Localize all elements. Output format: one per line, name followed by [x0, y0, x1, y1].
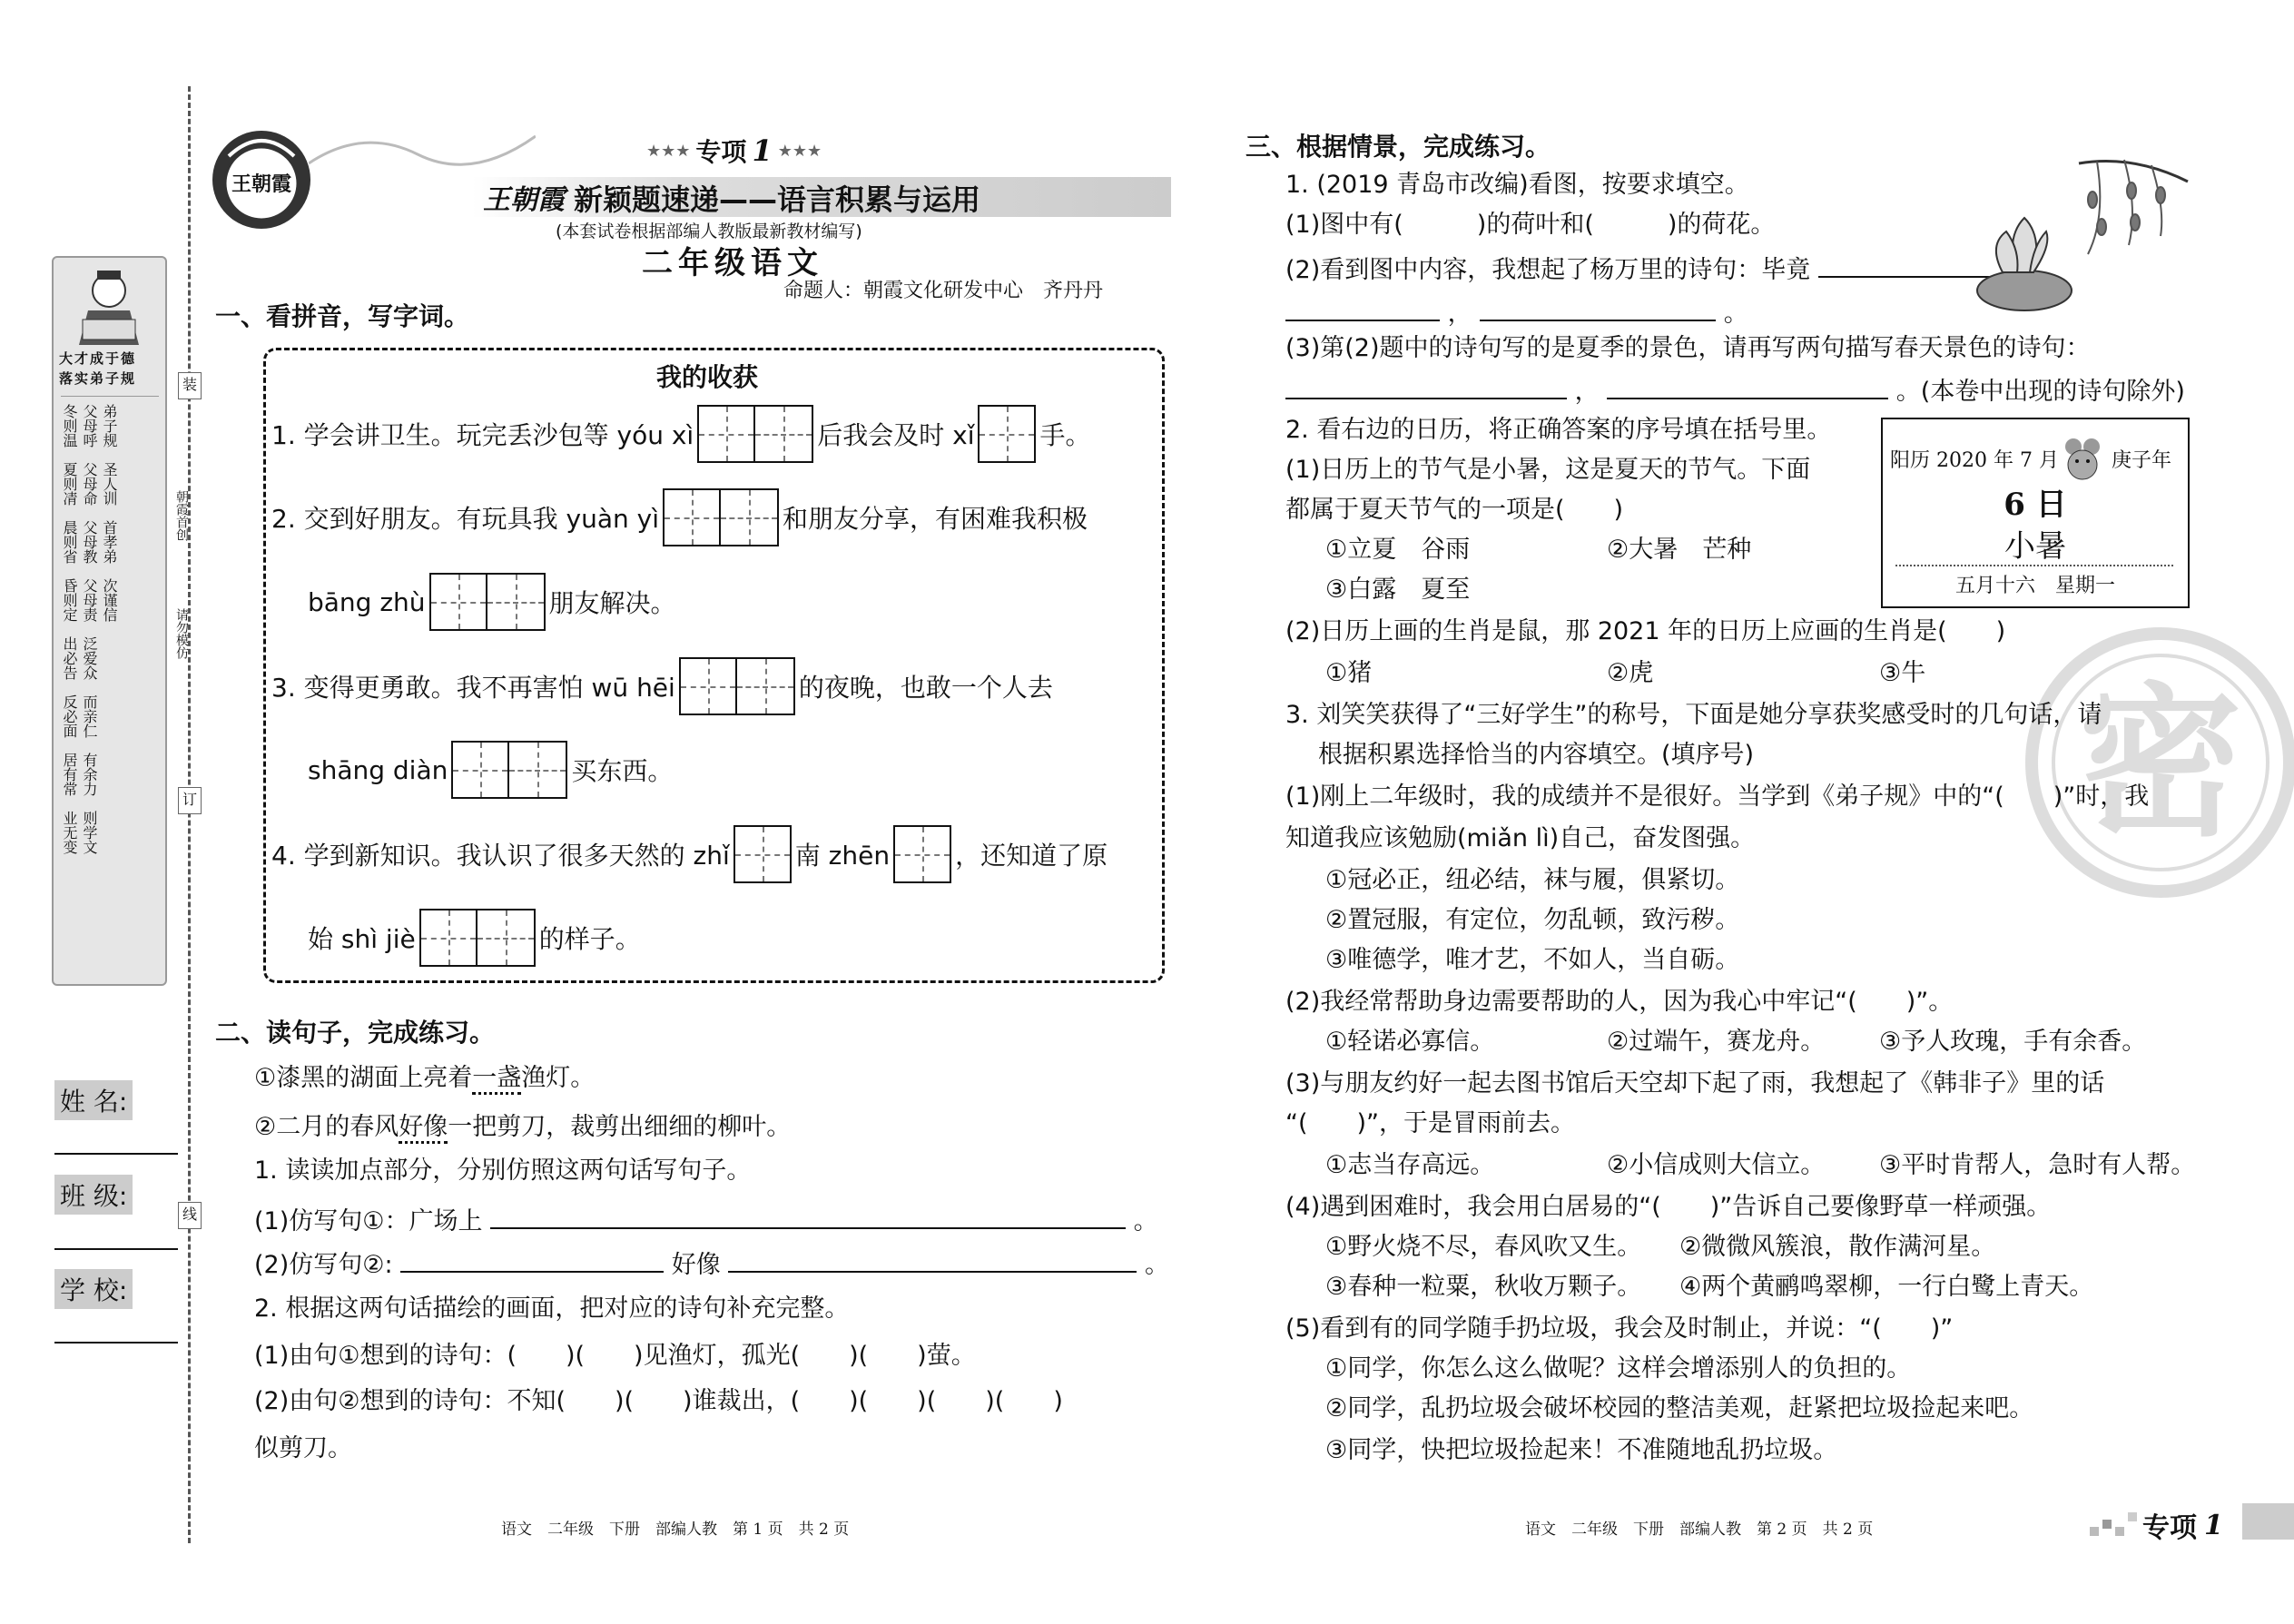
problem-2a-opt1: ①立夏 谷雨 — [1325, 536, 1471, 564]
writing-grid[interactable] — [429, 573, 546, 631]
problem-3-4-opt1: ①野火烧不尽，春风吹又生。 — [1325, 1233, 1642, 1261]
problem-3-1b: 知道我应该勉励(miǎn lì)自己，奋发图强。 — [1285, 824, 1756, 852]
header-note: (本套试卷根据部编人教版最新教材编写) — [556, 221, 862, 241]
answer-line[interactable] — [1285, 292, 1440, 321]
calendar-card — [1881, 418, 2190, 608]
problem-3-2[interactable]: (2)我经常帮助身边需要帮助的人，因为我心中牢记“( )”。 — [1285, 988, 1954, 1016]
problem-3-3b[interactable]: “( )”，于是冒雨前去。 — [1285, 1109, 1576, 1137]
exercise-1: 1. 读读加点部分，分别仿照这两句话写句子。 — [254, 1156, 752, 1185]
calendar-lunar-date: 五月十六 星期一 — [1954, 575, 2115, 597]
name-field[interactable] — [54, 1153, 178, 1155]
side-verse: 昏则定 — [61, 578, 78, 622]
writing-grid[interactable] — [697, 405, 813, 463]
class-label: 班 级: — [54, 1175, 133, 1215]
side-verse: 父母教 — [81, 520, 98, 564]
side-verse-row — [61, 578, 159, 631]
side-verse-row — [61, 462, 159, 515]
question-3-cont: shāng diàn 买东西。 — [308, 741, 673, 799]
problem-2b-opt2: ②虎 — [1607, 659, 1654, 687]
writing-grid[interactable] — [663, 488, 779, 546]
problem-2a-opt3: ③白露 夏至 — [1325, 576, 1471, 604]
side-mark-1: 朝霞首创 — [174, 490, 189, 541]
question-2-cont: bāng zhù 朋友解决。 — [308, 573, 676, 631]
problem-3-1-opt2: ②置冠服，有定位，勿乱顿，致污秽。 — [1325, 906, 1740, 934]
calendar-date: 阳历 2020 年 7 月 — [1890, 449, 2059, 472]
problem-3-2-opt2: ②过端午，赛龙舟。 — [1607, 1028, 1826, 1056]
question-3: 3. 变得更勇敢。我不再害怕 wū hēi 的夜晚，也敢一个人去 — [271, 657, 1053, 715]
sentence-2: ②二月的春风好像一把剪刀，裁剪出细细的柳叶。 — [254, 1107, 791, 1147]
answer-line[interactable] — [1607, 370, 1888, 399]
side-verse-row — [61, 811, 159, 863]
answer-line[interactable] — [1480, 292, 1716, 321]
side-verse: 父母责 — [81, 578, 98, 622]
side-verse: 居有常 — [61, 753, 78, 796]
writing-grid[interactable] — [733, 825, 792, 883]
problem-3-5[interactable]: (5)看到有的同学随手扔垃圾，我会及时制止，并说：“( )” — [1285, 1314, 1954, 1343]
problem-3-2-opt3: ③予人玫瑰，手有余香。 — [1879, 1028, 2147, 1056]
special-tag: ★★★ 专项 1 ★★★ — [646, 133, 822, 168]
question-1: 1. 学会讲卫生。玩完丢沙包等 yóu xì 后我会及时 xǐ 手。 — [271, 405, 1091, 463]
sentence-1: ①漆黑的湖面上亮着一盏渔灯。 — [254, 1058, 595, 1098]
footer-grey-bar — [2242, 1503, 2294, 1540]
problem-2b-opt1: ①猪 — [1325, 659, 1373, 687]
binding-label-3: 线 — [178, 1202, 202, 1229]
section-3-title: 三、根据情景，完成练习。 — [1245, 132, 1551, 162]
exercise-2: 2. 根据这两句话描绘的画面，把对应的诗句补充完整。 — [254, 1294, 850, 1323]
problem-3-5-opt2: ②同学，乱扔垃圾会破坏校园的整洁美观，赶紧把垃圾捡起来吧。 — [1325, 1394, 2034, 1422]
binding-label-1: 装 — [178, 372, 202, 399]
side-verse: 父母命 — [81, 462, 98, 506]
problem-3-1a[interactable]: (1)刚上二年级时，我的成绩并不是很好。当学到《弟子规》中的“( )”时，我 — [1285, 782, 2150, 811]
star-decoration: ★★★ — [646, 141, 691, 161]
section-1-title: 一、看拼音，写字词。 — [215, 301, 470, 331]
subject-title: 二年级语文 — [642, 245, 823, 281]
side-verse: 父母呼 — [81, 404, 98, 448]
harvest-box — [263, 348, 1165, 983]
side-verse-row — [61, 404, 159, 457]
section-2-title: 二、读句子，完成练习。 — [215, 1018, 496, 1048]
side-verse: 弟子规 — [101, 404, 118, 448]
question-2: 2. 交到好朋友。有玩具我 yuàn yì 和朋友分享，有困难我积极 — [271, 488, 1088, 546]
side-verse: 反必面 — [61, 694, 78, 738]
exercise-2b[interactable]: (2)由句②想到的诗句：不知( )( )谁裁出，( )( )( )( ) — [254, 1387, 1063, 1415]
answer-line[interactable] — [1285, 370, 1567, 399]
problem-3-5-opt1: ①同学，你怎么这么做呢？这样会增添别人的负担的。 — [1325, 1354, 1912, 1383]
footer-corner-decoration — [2088, 1509, 2142, 1540]
writing-grid[interactable] — [893, 825, 951, 883]
star-decoration: ★★★ — [777, 141, 822, 161]
side-verse: 有余力 — [81, 753, 98, 796]
rat-icon — [2063, 436, 2102, 481]
author-line: 命题人：朝霞文化研发中心 齐丹丹 — [783, 280, 1104, 302]
side-verse-row — [61, 636, 159, 689]
answer-line[interactable] — [400, 1244, 664, 1273]
problem-3-3-opt3: ③平时肯帮人，急时有人帮。 — [1879, 1151, 2196, 1179]
side-panel — [52, 256, 167, 986]
exercise-2c: 似剪刀。 — [254, 1434, 352, 1462]
side-verse-row — [61, 694, 159, 747]
calendar-divider — [1895, 565, 2173, 566]
side-verse: 出必告 — [61, 636, 78, 680]
scholar-figure — [70, 265, 148, 347]
calendar-day: 6 日 — [2004, 487, 2067, 523]
answer-line[interactable] — [490, 1200, 1126, 1229]
calendar-solar-term: 小暑 — [2004, 528, 2066, 565]
harvest-box-title: 我的收获 — [656, 362, 759, 392]
side-verse: 而亲仁 — [81, 694, 98, 738]
header-title: 新颖题速递——语言积累与运用 — [574, 182, 981, 217]
problem-3-5-opt3: ③同学，快把垃圾捡起来！不准随地乱扔垃圾。 — [1325, 1436, 1838, 1464]
exercise-1b: (2)仿写句②: 好像 。 — [254, 1244, 1169, 1285]
problem-2b[interactable]: (2)日历上画的生肖是鼠，那 2021 年的日历上应画的生肖是( ) — [1285, 617, 2006, 645]
binding-dashed-line — [188, 86, 191, 1543]
side-verse-columns — [61, 396, 159, 978]
side-slogan-1: 大才成于德 — [59, 350, 137, 367]
problem-2a-1: (1)日历上的节气是小暑，这是夏天的节气。下面 — [1285, 456, 1811, 484]
problem-3-3-opt1: ①志当存高远。 — [1325, 1151, 1495, 1179]
problem-3a: 3. 刘笑笑获得了“三好学生”的称号，下面是她分享获奖感受时的几句话，请 — [1285, 701, 2102, 729]
problem-3-4[interactable]: (4)遇到困难时，我会用白居易的“( )”告诉自己要像野草一样顽强。 — [1285, 1193, 2052, 1221]
problem-1c-cont: ， 。(本卷中出现的诗句除外) — [1285, 370, 2185, 412]
footer-special-tag: 专项 1 — [2142, 1509, 2223, 1544]
problem-3-3-opt2: ②小信成则大信立。 — [1607, 1151, 1826, 1179]
problem-3-1-opt1: ①冠必正，纽必结，袜与履，俱紧切。 — [1325, 866, 1740, 894]
side-slogan-2: 落实弟子规 — [59, 370, 137, 387]
side-verse: 首孝弟 — [101, 520, 118, 564]
ribbon-decoration — [309, 127, 536, 172]
problem-1: 1. (2019 青岛市改编)看图，按要求填空。 — [1285, 171, 1749, 199]
exercise-2a[interactable]: (1)由句①想到的诗句：( )( )见渔灯，孤光( )( )萤。 — [254, 1342, 976, 1370]
problem-3-4-opt2: ②微微风簇浪，散作满河星。 — [1679, 1233, 1996, 1261]
problem-1c: (3)第(2)题中的诗句写的是夏季的景色，请再写两句描写春天景色的诗句： — [1285, 334, 2091, 362]
side-verse: 则学文 — [81, 811, 98, 854]
writing-grid[interactable] — [679, 657, 795, 715]
school-label: 学 校: — [54, 1269, 133, 1309]
side-verse-row — [61, 753, 159, 805]
problem-3b: 根据积累选择恰当的内容填空。(填序号) — [1318, 741, 1755, 769]
problem-2a-2[interactable]: 都属于夏天节气的一项是( ) — [1285, 496, 1624, 524]
answer-line[interactable] — [728, 1244, 1137, 1273]
answer-line[interactable] — [1818, 249, 1991, 278]
side-verse: 次谨信 — [101, 578, 118, 622]
name-label: 姓 名: — [54, 1080, 133, 1120]
problem-1b-cont: ， 。 — [1285, 292, 1748, 334]
header-brand: 王朝霞 — [483, 184, 565, 216]
brand-logo: 王朝霞 — [211, 129, 312, 231]
problem-3-4-opt4: ④两个黄鹂鸣翠柳，一行白鹭上青天。 — [1679, 1273, 2094, 1301]
secret-stamp: 密 — [2024, 626, 2294, 899]
problem-3-4-opt3: ③春种一粒粟，秋收万颗子。 — [1325, 1273, 1642, 1301]
problem-2a-opt2: ②大暑 芒种 — [1607, 536, 1752, 564]
right-footer: 语文 二年级 下册 部编人教 第 2 页 共 2 页 — [1525, 1521, 1874, 1539]
problem-3-2-opt1: ①轻诺必寡信。 — [1325, 1028, 1495, 1056]
side-verse: 泛爱众 — [81, 636, 98, 680]
side-verse: 业无变 — [61, 811, 78, 854]
problem-1a[interactable]: (1)图中有( )的荷叶和( )的荷花。 — [1285, 211, 1776, 239]
problem-1b: (2)看到图中内容，我想起了杨万里的诗句：毕竟 — [1285, 249, 1991, 290]
writing-grid[interactable] — [978, 405, 1036, 463]
writing-grid[interactable] — [451, 741, 567, 799]
writing-grid[interactable] — [419, 909, 536, 967]
problem-3-3a: (3)与朋友约好一起去图书馆后天空却下起了雨，我想起了《韩非子》里的话 — [1285, 1069, 2105, 1097]
left-footer: 语文 二年级 下册 部编人教 第 1 页 共 2 页 — [501, 1521, 850, 1539]
side-verse: 圣人训 — [101, 462, 118, 506]
side-verse: 夏则凊 — [61, 462, 78, 506]
problem-3-1-opt3: ③唯德学，唯才艺，不如人，当自砺。 — [1325, 946, 1740, 974]
calendar-lunar-year: 庚子年 — [2112, 449, 2172, 472]
class-field[interactable] — [54, 1248, 178, 1250]
question-4-cont: 始 shì jiè 的样子。 — [308, 909, 641, 967]
problem-2: 2. 看右边的日历，将正确答案的序号填在括号里。 — [1285, 416, 1832, 444]
problem-2b-opt3: ③牛 — [1879, 659, 1926, 687]
school-field[interactable] — [54, 1342, 178, 1343]
binding-label-2: 订 — [178, 787, 202, 814]
side-verse-row — [61, 520, 159, 573]
exercise-1a: (1)仿写句①：广场上 。 — [254, 1200, 1158, 1242]
side-verse: 晨则省 — [61, 520, 78, 564]
lotus-willow-illustration — [1970, 145, 2197, 327]
side-verse: 冬则温 — [61, 404, 78, 448]
question-4: 4. 学到新知识。我认识了很多天然的 zhǐ 南 zhēn ，还知道了原 — [271, 825, 1108, 883]
side-mark-2: 请勿模仿 — [174, 608, 189, 659]
